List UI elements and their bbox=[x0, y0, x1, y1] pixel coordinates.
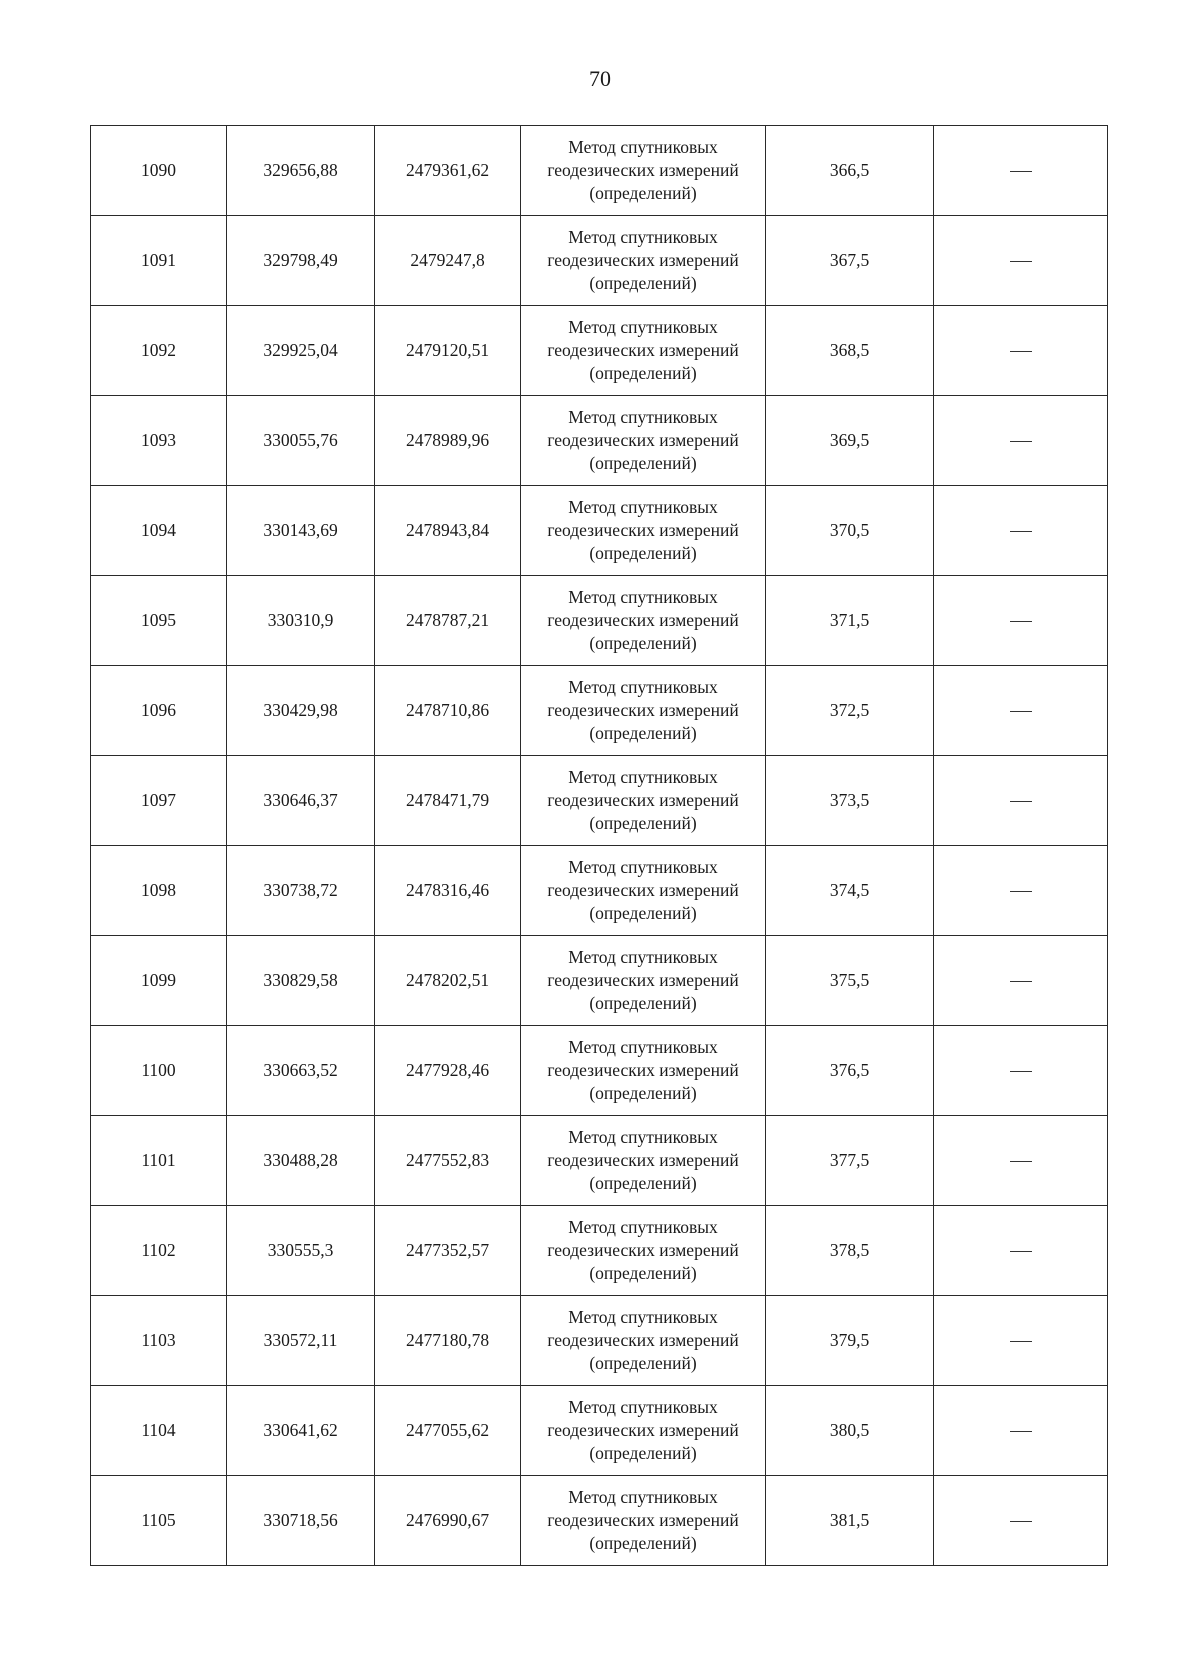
point-number-cell: 1097 bbox=[91, 756, 227, 846]
point-number-cell: 1102 bbox=[91, 1206, 227, 1296]
method-line: (определений) bbox=[589, 813, 697, 833]
point-number-cell: 1100 bbox=[91, 1026, 227, 1116]
x-coordinate-cell: 330143,69 bbox=[227, 486, 375, 576]
method-line: Метод спутниковых bbox=[568, 1397, 718, 1417]
x-coordinate-cell: 329798,49 bbox=[227, 216, 375, 306]
method-line: геодезических измерений bbox=[547, 520, 739, 540]
table-row bbox=[91, 1206, 1108, 1296]
y-coordinate-cell: 2477928,46 bbox=[375, 1026, 521, 1116]
point-number-cell: 1090 bbox=[91, 126, 227, 216]
dash-mark bbox=[1010, 621, 1032, 622]
accuracy-cell: 377,5 bbox=[766, 1116, 934, 1206]
table-row bbox=[91, 846, 1108, 936]
dash-mark bbox=[1010, 1431, 1032, 1432]
point-number-cell: 1105 bbox=[91, 1476, 227, 1566]
method-cell bbox=[521, 1386, 766, 1476]
table-row bbox=[91, 486, 1108, 576]
point-number-cell: 1104 bbox=[91, 1386, 227, 1476]
y-coordinate-cell: 2479120,51 bbox=[375, 306, 521, 396]
y-coordinate-cell: 2478316,46 bbox=[375, 846, 521, 936]
y-coordinate-cell: 2478787,21 bbox=[375, 576, 521, 666]
dash-mark bbox=[1010, 531, 1032, 532]
x-coordinate-cell: 330646,37 bbox=[227, 756, 375, 846]
method-cell bbox=[521, 846, 766, 936]
method-line: (определений) bbox=[589, 903, 697, 923]
y-coordinate-cell: 2479247,8 bbox=[375, 216, 521, 306]
method-cell bbox=[521, 666, 766, 756]
note-cell bbox=[934, 306, 1108, 396]
method-line: (определений) bbox=[589, 1533, 697, 1553]
method-cell bbox=[521, 936, 766, 1026]
dash-mark bbox=[1010, 981, 1032, 982]
method-line: геодезических измерений bbox=[547, 700, 739, 720]
x-coordinate-cell: 330738,72 bbox=[227, 846, 375, 936]
table-row bbox=[91, 756, 1108, 846]
x-coordinate-cell: 329656,88 bbox=[227, 126, 375, 216]
method-line: Метод спутниковых bbox=[568, 1127, 718, 1147]
method-line: Метод спутниковых bbox=[568, 137, 718, 157]
y-coordinate-cell: 2479361,62 bbox=[375, 126, 521, 216]
note-cell bbox=[934, 486, 1108, 576]
method-cell bbox=[521, 756, 766, 846]
method-line: Метод спутниковых bbox=[568, 407, 718, 427]
table-row bbox=[91, 936, 1108, 1026]
method-line: геодезических измерений bbox=[547, 1420, 739, 1440]
method-line: Метод спутниковых bbox=[568, 857, 718, 877]
y-coordinate-cell: 2476990,67 bbox=[375, 1476, 521, 1566]
x-coordinate-cell: 330310,9 bbox=[227, 576, 375, 666]
method-cell bbox=[521, 1026, 766, 1116]
dash-mark bbox=[1010, 351, 1032, 352]
point-number-cell: 1093 bbox=[91, 396, 227, 486]
method-line: Метод спутниковых bbox=[568, 767, 718, 787]
note-cell bbox=[934, 576, 1108, 666]
accuracy-cell: 379,5 bbox=[766, 1296, 934, 1386]
method-cell bbox=[521, 1206, 766, 1296]
dash-mark bbox=[1010, 1521, 1032, 1522]
method-line: геодезических измерений bbox=[547, 790, 739, 810]
method-line: Метод спутниковых bbox=[568, 1307, 718, 1327]
table-row bbox=[91, 576, 1108, 666]
point-number-cell: 1096 bbox=[91, 666, 227, 756]
note-cell bbox=[934, 936, 1108, 1026]
x-coordinate-cell: 330718,56 bbox=[227, 1476, 375, 1566]
accuracy-cell: 380,5 bbox=[766, 1386, 934, 1476]
method-line: геодезических измерений bbox=[547, 880, 739, 900]
method-line: (определений) bbox=[589, 183, 697, 203]
table-row bbox=[91, 126, 1108, 216]
point-number-cell: 1103 bbox=[91, 1296, 227, 1386]
dash-mark bbox=[1010, 171, 1032, 172]
accuracy-cell: 374,5 bbox=[766, 846, 934, 936]
method-line: Метод спутниковых bbox=[568, 227, 718, 247]
method-cell bbox=[521, 216, 766, 306]
x-coordinate-cell: 330555,3 bbox=[227, 1206, 375, 1296]
table-row bbox=[91, 666, 1108, 756]
note-cell bbox=[934, 1386, 1108, 1476]
method-line: (определений) bbox=[589, 993, 697, 1013]
method-line: геодезических измерений bbox=[547, 610, 739, 630]
method-line: геодезических измерений bbox=[547, 1330, 739, 1350]
y-coordinate-cell: 2477552,83 bbox=[375, 1116, 521, 1206]
table-row bbox=[91, 306, 1108, 396]
x-coordinate-cell: 330663,52 bbox=[227, 1026, 375, 1116]
dash-mark bbox=[1010, 441, 1032, 442]
y-coordinate-cell: 2478989,96 bbox=[375, 396, 521, 486]
dash-mark bbox=[1010, 891, 1032, 892]
method-line: геодезических измерений bbox=[547, 250, 739, 270]
table-row bbox=[91, 1026, 1108, 1116]
method-line: (определений) bbox=[589, 1083, 697, 1103]
note-cell bbox=[934, 1296, 1108, 1386]
dash-mark bbox=[1010, 1251, 1032, 1252]
method-line: геодезических измерений bbox=[547, 1240, 739, 1260]
method-line: (определений) bbox=[589, 633, 697, 653]
y-coordinate-cell: 2477180,78 bbox=[375, 1296, 521, 1386]
coordinates-table bbox=[90, 125, 1108, 1566]
y-coordinate-cell: 2478710,86 bbox=[375, 666, 521, 756]
note-cell bbox=[934, 756, 1108, 846]
method-cell bbox=[521, 1296, 766, 1386]
method-cell bbox=[521, 126, 766, 216]
method-line: геодезических измерений bbox=[547, 1060, 739, 1080]
method-line: геодезических измерений bbox=[547, 1510, 739, 1530]
dash-mark bbox=[1010, 1341, 1032, 1342]
accuracy-cell: 378,5 bbox=[766, 1206, 934, 1296]
method-line: геодезических измерений bbox=[547, 1150, 739, 1170]
point-number-cell: 1101 bbox=[91, 1116, 227, 1206]
note-cell bbox=[934, 216, 1108, 306]
table-row bbox=[91, 1116, 1108, 1206]
note-cell bbox=[934, 1026, 1108, 1116]
dash-mark bbox=[1010, 801, 1032, 802]
method-line: Метод спутниковых bbox=[568, 587, 718, 607]
method-line: геодезических измерений bbox=[547, 430, 739, 450]
note-cell bbox=[934, 1476, 1108, 1566]
x-coordinate-cell: 330641,62 bbox=[227, 1386, 375, 1476]
dash-mark bbox=[1010, 1161, 1032, 1162]
method-cell bbox=[521, 486, 766, 576]
accuracy-cell: 369,5 bbox=[766, 396, 934, 486]
x-coordinate-cell: 330429,98 bbox=[227, 666, 375, 756]
point-number-cell: 1091 bbox=[91, 216, 227, 306]
method-line: (определений) bbox=[589, 273, 697, 293]
method-line: (определений) bbox=[589, 543, 697, 563]
dash-mark bbox=[1010, 711, 1032, 712]
x-coordinate-cell: 330829,58 bbox=[227, 936, 375, 1026]
method-line: (определений) bbox=[589, 1443, 697, 1463]
table-row bbox=[91, 396, 1108, 486]
method-cell bbox=[521, 306, 766, 396]
table-row bbox=[91, 216, 1108, 306]
method-line: геодезических измерений bbox=[547, 340, 739, 360]
point-number-cell: 1095 bbox=[91, 576, 227, 666]
accuracy-cell: 372,5 bbox=[766, 666, 934, 756]
y-coordinate-cell: 2478471,79 bbox=[375, 756, 521, 846]
accuracy-cell: 373,5 bbox=[766, 756, 934, 846]
accuracy-cell: 376,5 bbox=[766, 1026, 934, 1116]
x-coordinate-cell: 329925,04 bbox=[227, 306, 375, 396]
accuracy-cell: 367,5 bbox=[766, 216, 934, 306]
accuracy-cell: 375,5 bbox=[766, 936, 934, 1026]
method-line: Метод спутниковых bbox=[568, 1217, 718, 1237]
x-coordinate-cell: 330572,11 bbox=[227, 1296, 375, 1386]
method-cell bbox=[521, 1476, 766, 1566]
accuracy-cell: 366,5 bbox=[766, 126, 934, 216]
method-line: Метод спутниковых bbox=[568, 947, 718, 967]
note-cell bbox=[934, 1206, 1108, 1296]
page-number: 70 bbox=[589, 66, 611, 91]
method-cell bbox=[521, 1116, 766, 1206]
method-line: (определений) bbox=[589, 1263, 697, 1283]
method-line: геодезических измерений bbox=[547, 160, 739, 180]
accuracy-cell: 368,5 bbox=[766, 306, 934, 396]
method-line: (определений) bbox=[589, 363, 697, 383]
method-line: (определений) bbox=[589, 723, 697, 743]
method-line: (определений) bbox=[589, 1173, 697, 1193]
note-cell bbox=[934, 1116, 1108, 1206]
table-row bbox=[91, 1386, 1108, 1476]
method-line: Метод спутниковых bbox=[568, 1037, 718, 1057]
point-number-cell: 1092 bbox=[91, 306, 227, 396]
method-line: Метод спутниковых bbox=[568, 497, 718, 517]
note-cell bbox=[934, 666, 1108, 756]
dash-mark bbox=[1010, 1071, 1032, 1072]
method-line: Метод спутниковых bbox=[568, 677, 718, 697]
method-line: (определений) bbox=[589, 1353, 697, 1373]
accuracy-cell: 371,5 bbox=[766, 576, 934, 666]
point-number-cell: 1098 bbox=[91, 846, 227, 936]
accuracy-cell: 381,5 bbox=[766, 1476, 934, 1566]
method-line: (определений) bbox=[589, 453, 697, 473]
note-cell bbox=[934, 126, 1108, 216]
note-cell bbox=[934, 846, 1108, 936]
table-row bbox=[91, 1476, 1108, 1566]
y-coordinate-cell: 2477055,62 bbox=[375, 1386, 521, 1476]
method-line: Метод спутниковых bbox=[568, 317, 718, 337]
method-cell bbox=[521, 396, 766, 486]
method-line: Метод спутниковых bbox=[568, 1487, 718, 1507]
y-coordinate-cell: 2478943,84 bbox=[375, 486, 521, 576]
accuracy-cell: 370,5 bbox=[766, 486, 934, 576]
table-row bbox=[91, 1296, 1108, 1386]
point-number-cell: 1099 bbox=[91, 936, 227, 1026]
y-coordinate-cell: 2478202,51 bbox=[375, 936, 521, 1026]
method-line: геодезических измерений bbox=[547, 970, 739, 990]
x-coordinate-cell: 330488,28 bbox=[227, 1116, 375, 1206]
point-number-cell: 1094 bbox=[91, 486, 227, 576]
coordinates-table-body bbox=[91, 126, 1108, 1566]
note-cell bbox=[934, 396, 1108, 486]
x-coordinate-cell: 330055,76 bbox=[227, 396, 375, 486]
dash-mark bbox=[1010, 261, 1032, 262]
method-cell bbox=[521, 576, 766, 666]
y-coordinate-cell: 2477352,57 bbox=[375, 1206, 521, 1296]
